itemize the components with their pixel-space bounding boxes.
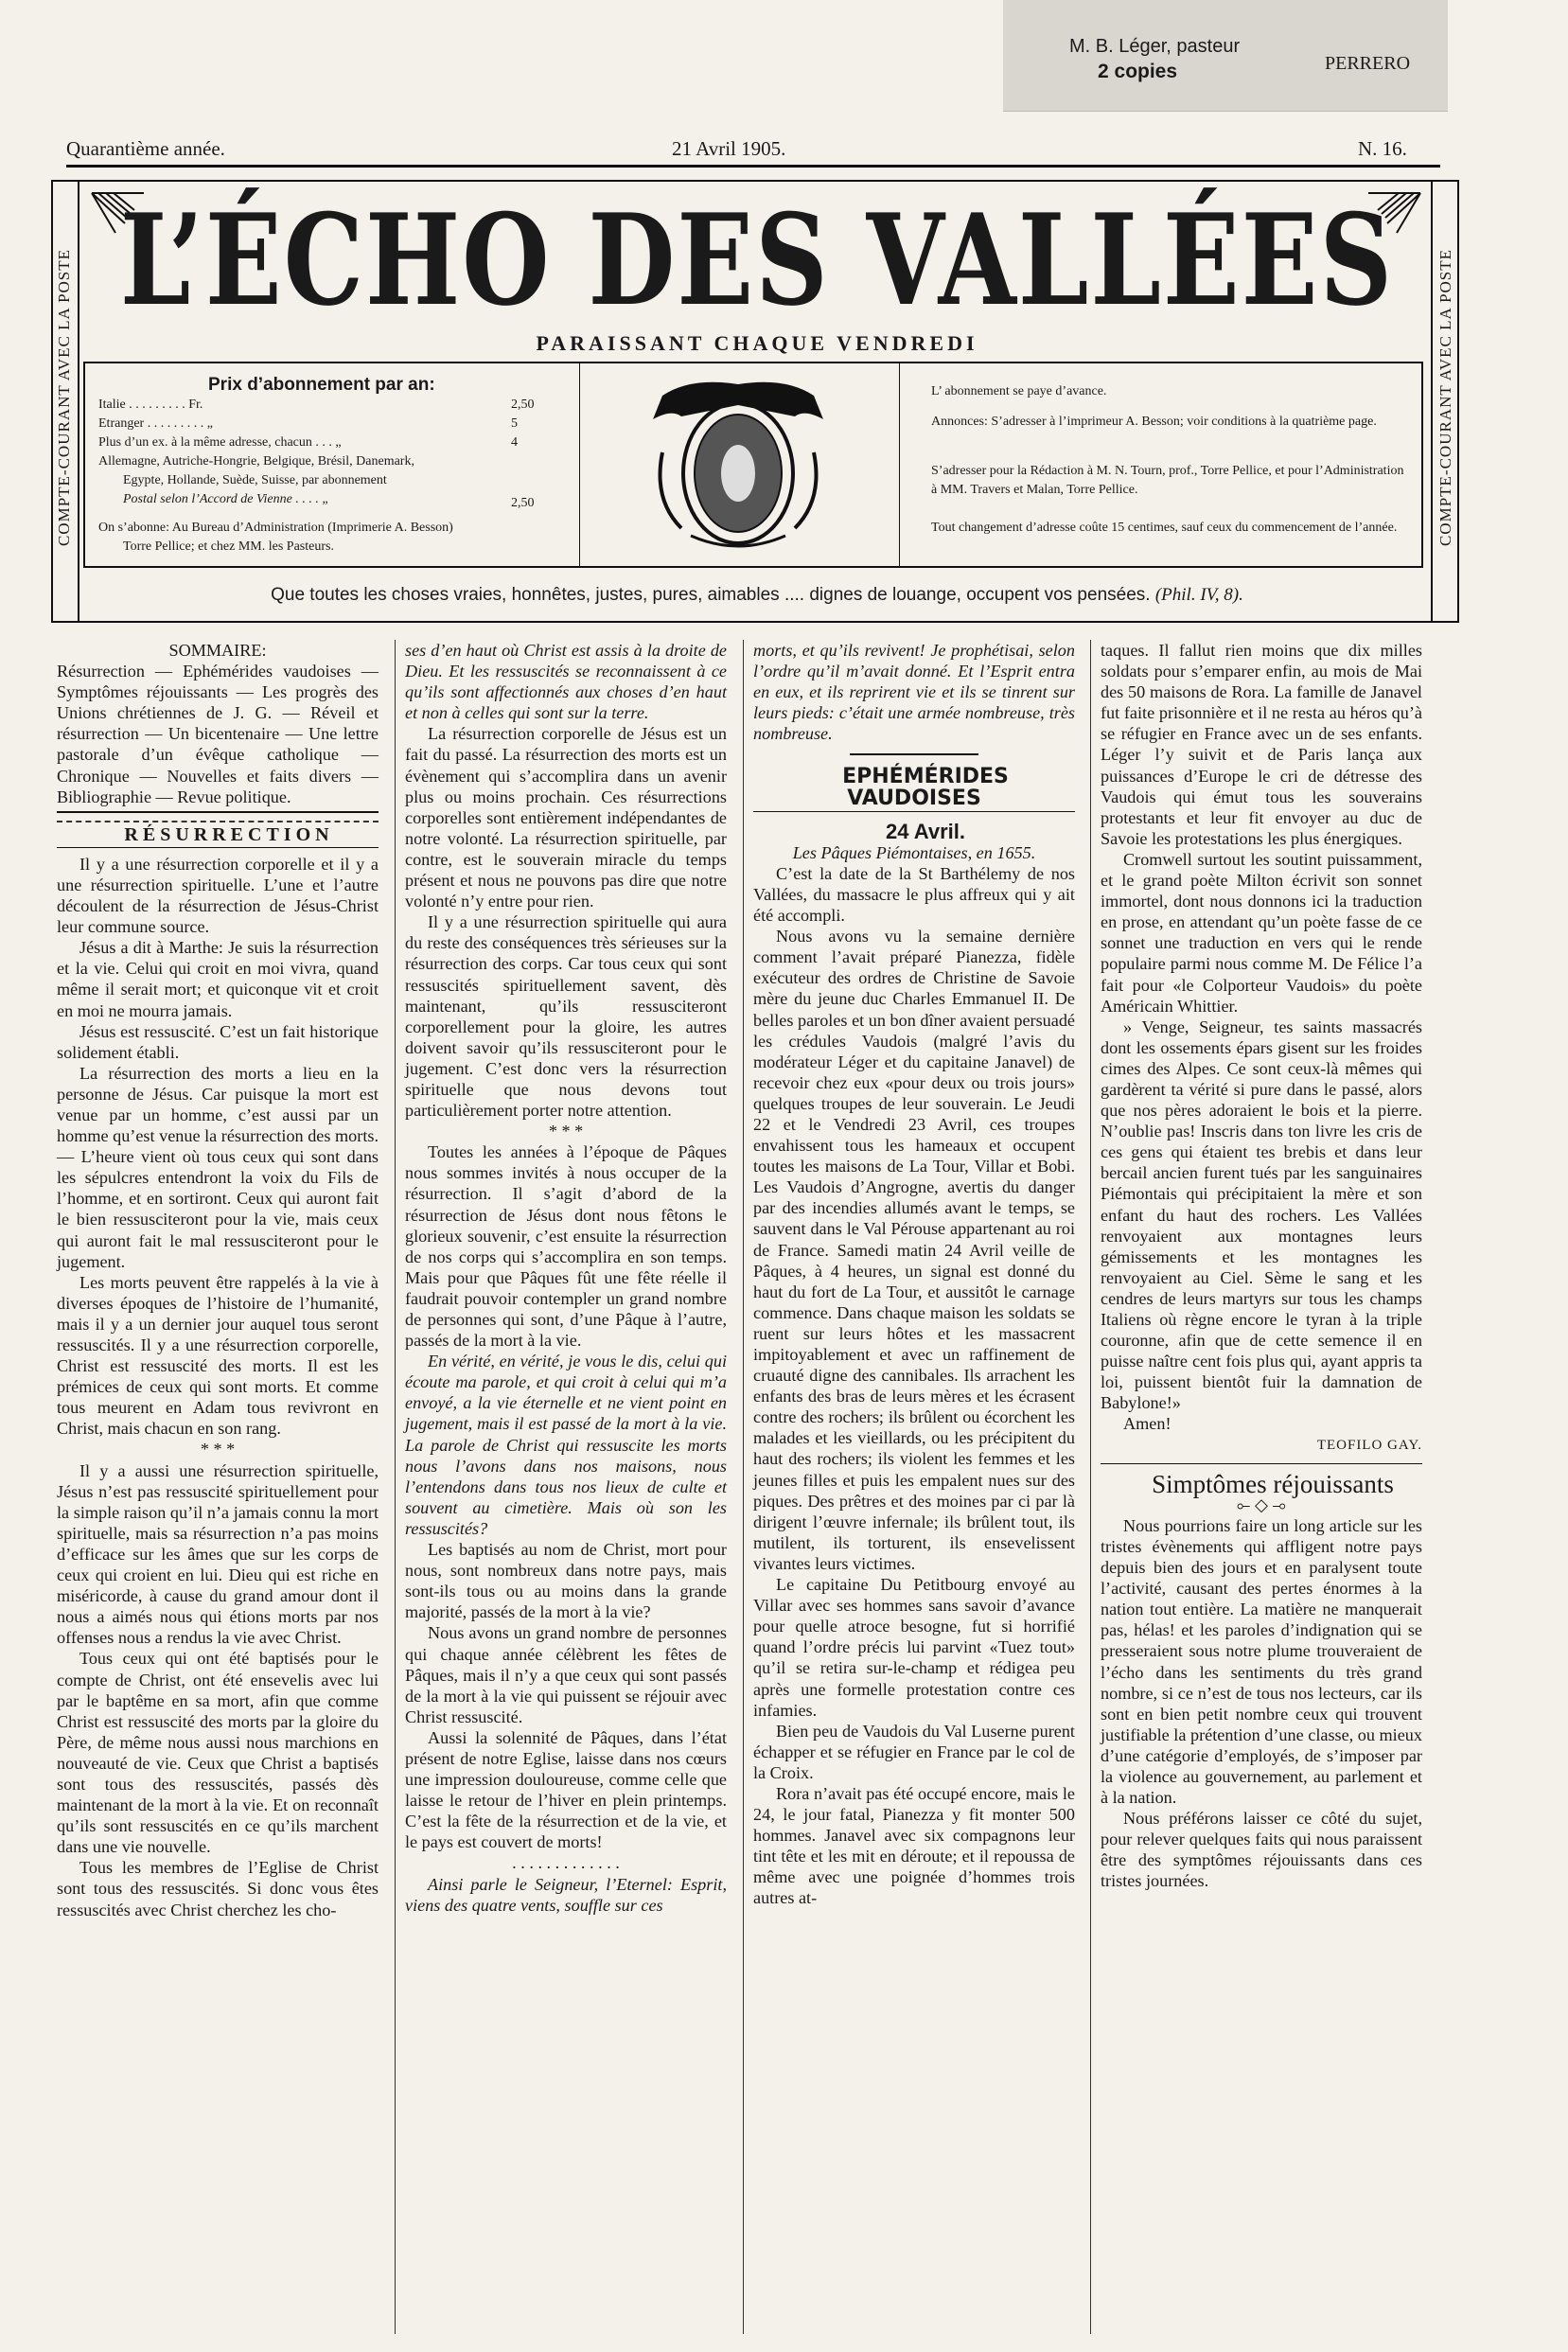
section-rule [1101, 1463, 1422, 1464]
dots-separator: . . . . . . . . . . . . . [512, 1853, 620, 1873]
article-heading: RÉSURRECTION [124, 823, 334, 845]
paragraph: Il y a une résurrection corporelle et il y a une résurrection spirituelle. L’une et l’autre découlent de la résurrection de Jésus-Christ leur commune source. [57, 854, 379, 937]
paragraph: Toutes les années à l’époque de Pâques nous sommes invités à nous occuper de la résurrection. Il s’agit d’abord de la résurrection de Jésus dont nous fêtons le glorieux souvenir, c’est ensuite la résurrection de nos corps qui s’accomplira en son temps. Mais pour que Pâques fût une fête réelle il faudrait pouvoir contempler un grand nombre de personnes qui sont, d’une Pâque à l’autre, passés de la mort à la vie. [405, 1142, 727, 1351]
paragraph: Tous ceux qui ont été baptisés pour le compte de Christ, ont été ensevelis avec lui par le baptême en sa mort, afin que comme Christ est ressuscité des morts par la gloire du Père, de même nous aussi nous marchions en nouveauté de vie. Ceux que Christ a baptisés sont tous des ressuscités, passés dès maintenant de la mort à la vie. Et on reconnaît qu’ils sont ressuscités en ce qu’ils marchent dans une vie nouvelle. [57, 1649, 379, 1857]
section-heading: Simptômes réjouissants [1152, 1469, 1394, 1498]
ephemeride-date: 24 Avril. [886, 819, 965, 843]
paragraph: Tous les membres de l’Eglise de Christ sont tous des ressuscités. Si donc vous êtes ressuscités avec Christ cherchez les cho- [57, 1858, 379, 1919]
price-label: Plus d’un ex. à la même adresse, chacun . . . „ [98, 435, 342, 450]
subscription-divider-left [579, 363, 580, 566]
paragraph: taques. Il fallut rien moins que dix milles soldats pour s’emparer enfin, au mois de Mai des 50 maisons de Rora. La famille de Janavel fut faite prisonnière et il ne resta au héros qu’à se réfugier en France avec un de ses enfants. Léger l’y suivit et de Paris lança aux puissances d’Europe le cri de détresse des Vaudois qui émut tous les souverains protestants et leur fit envoyer au duc de Savoie les protestations les plus énergiques. [1101, 641, 1422, 848]
column-rule [395, 640, 396, 2334]
signature: TEOFILO GAY. [1316, 1437, 1422, 1453]
right-note: S’adresser pour la Rédaction à M. N. Tourn, prof., Torre Pellice, et pour l’Administration à MM. Travers et Malan, Torre Pellice. [931, 464, 1404, 497]
motto-ref: (Phil. IV, 8). [1154, 585, 1243, 605]
prix-title: Prix d’abonnement par an: [208, 375, 435, 395]
paragraph: Il y a aussi une résurrection spirituelle, Jésus n’est pas ressuscité spirituellement pour la simple raison qu’il n’a jamais connu la mort spirituelle, mais sa résurrection n’a pas moins d’efficace sur les âmes que sur les corps de ceux qui croient en lui. Dieu qui est riche en miséricorde, à cause du grand amour dont il nous a aimés nous qui étions morts par nos offenses nous a rendus la vie avec Christ. [57, 1460, 379, 1648]
paragraph: Il y a une résurrection spirituelle qui aura du reste des conséquences très sérieuses sur la résurrection des corps. Car tous ceux qui sont ressuscités spirituellement savent, dès maintenant, qu’ils ressusciteront corporellement pour la gloire, les autres doivent savoir qu’ils ressusciteront pour le jugement. C’est donc vers la résurrection spirituelle que nous devons tout particulièrement porter notre attention. [405, 912, 727, 1121]
paragraph: Cromwell surtout les soutint puissamment, et le grand poète Milton écrivit son sonnet immortel, dont nous donnons ici la traduction en prose, en attendant qu’un poète fasse de ce sonnet une traduction en vers qui le rende populaire parmi nous comme M. De Félice l’a fait pour «le Colporteur Vaudois» du poète Américain Whittier. [1101, 849, 1422, 1016]
motto [85, 585, 1429, 606]
paragraph: Rora n’avait pas été occupé encore, mais le 24, le jour fatal, Pianezza y fit monter 500 hommes. Janavel avec six compagnons leur tint tête et les mit en déroute; et il repoussa de même avec une poignée d’hommes trois autres at- [753, 1783, 1075, 1908]
price-value: 2,50 [511, 496, 535, 510]
paragraph: Aussi la solennité de Pâques, dans l’état présent de notre Eglise, laisse dans nos cœurs une impression douloureuse, comme celle que laisse le retour de l’hiver en plein printemps. C’est la fête de la résurrection et de la vie, et le pays est couvert de morts! [405, 1727, 727, 1852]
column-rule [1090, 640, 1091, 2334]
subscribe-note: Torre Pellice; et chez MM. les Pasteurs. [123, 539, 334, 554]
newspaper-title: L’ÉCHO DES VALLÉES [119, 186, 1395, 334]
motto-text: Que toutes les choses vraies, honnêtes, justes, pures, aimables .... dignes de louange, occupent vos pensées. [271, 585, 1151, 605]
right-note: L’ abonnement se paye d’avance. [931, 384, 1107, 398]
paragraph: La résurrection des morts a lieu en la personne de Jésus. Car puisque la mort est venue par un homme, c’est aussi par un homme qu’est venue la résurrection des morts. — L’heure vient où tous ceux qui sont dans les sépulcres entendront la voix du Fils de l’homme, et en sortiront. Ceux qui auront fait le bien ressusciteront pour la vie, mais ceux qui auront fait le mal ressusciteront pour le jugement. [57, 1063, 379, 1271]
price-label: Egypte, Hollande, Suède, Suisse, par abonnement [123, 473, 387, 487]
heading-rule [753, 811, 1075, 812]
subscribe-note: On s’abonne: Au Bureau d’Administration (Imprimerie A. Besson) [98, 521, 453, 535]
header-rule [66, 165, 1440, 168]
paragraph: Nous pourrions faire un long article sur les tristes évènements qui affligent notre pays depuis bien des jours et en paralysent toute l’activité, causant des pertes énormes à la nation tout entière. La matière ne manquerait pas, hélas! et les paroles d’indignation qui se presseraient sous notre plume trouveraient de l’écho dans les sentiments du très grand nombre, si ce n’est de tous nos lecteurs, car ils sont en bien petit nombre ceux qui trouvent justifiable la prétention d’une classe, ou mieux d’une catégorie d’employés, de s’imposer par la violence au gouvernement, au parlement et à la nation. [1101, 1515, 1422, 1808]
paragraph: En vérité, en vérité, je vous le dis, celui qui écoute ma parole, et qui croit à celui qui m’a envoyé, a la vie éternelle et ne vient point en jugement, mais il est passé de la mort à la vie. La parole de Christ qui ressuscite les morts nous l’avons dans nos maisons, nous l’entendons dans tous nos lieux de culte et souvent au cimetière. Mais où son les ressuscités? [405, 1352, 727, 1538]
paragraph: Nous avons vu la semaine dernière comment l’avait préparé Pianezza, fidèle exécuteur des ordres de Christine de Savoie mère du jeune duc Charles Emmanuel II. De belles paroles et un bon dîner avaient persuadé les crédules Vaudois (malgré l’avis du modérateur Léger et du capitaine Janavel) de recevoir chez eux «pour deux ou trois jours» quelques troupes de leur souverain. Le Jeudi 22 et le Vendredi 23 Avril, ces troupes envahissent tous les hameaux et occupent toutes les maisons de La Tour, Villar et Bobi. Les Vaudois d’Angrogne, avertis du danger par des incendies allumés avant le temps, se sauvent dans le Val Pérouse appartenant au roi de France. Samedi matin 24 Avril veille de Pâques, à 4 heures, un signal est donné du haut du fort de La Tour, et aussitôt le carnage commence. Dans chaque maison les soldats se ruent sur leurs hôtes et les massacrent impitoyablement et avec un raffinement de cruauté digne des cannibales. Ils arrachent les enfants des bras de leurs mères et les écrasent contre des rochers; ils brûlent ou écorchent les malades et les vieillards, ou les précipitent du haut des rochers; ils violent les femmes et les jeunes filles et puis les empalent nues sur des piques. Des prêtres et des moines par ci par là dirigent l’œuvre infernale; ils brûlent tout, ils mutilent, ils torturent, ils ensevelissent vivantes leurs victimes. [753, 927, 1075, 1573]
coat-of-arms-emblem [634, 367, 842, 566]
right-note: Annonces: S’adresser à l’imprimeur A. Besson; voir conditions à la quatrième page. [931, 415, 1377, 429]
paragraph: Amen! [1123, 1414, 1172, 1434]
address-label [1003, 0, 1448, 112]
column-rule [743, 640, 744, 2334]
sommaire-title: SOMMAIRE: [168, 641, 267, 660]
price-label: Italie . . . . . . . . . Fr. [98, 398, 203, 412]
issue-date: 21 Avril 1905. [672, 137, 786, 160]
paragraph: Bien peu de Vaudois du Val Luserne purent échapper et se réfugier en France par le col de la Croix. [753, 1721, 1075, 1782]
price-label: Allemagne, Autriche-Hongrie, Belgique, Brésil, Danemark, [98, 454, 414, 469]
right-note: Tout changement d’adresse coûte 15 centimes, sauf ceux du commencement de l’année. [931, 521, 1398, 535]
section-heading: EPHÉMÉRIDES VAUDOISES [842, 765, 1009, 810]
paragraph: Ainsi parle le Seigneur, l’Eternel: Esprit, viens des quatre vents, souffle sur ces [405, 1874, 727, 1915]
label-place: PERRERO [1325, 53, 1411, 74]
stars-separator: * * * [200, 1440, 236, 1459]
price-label: Postal selon l’Accord de Vienne . . . . „ [123, 492, 330, 506]
paragraph: » Venge, Seigneur, tes saints massacrés dont les ossements épars gisent sur les froides cimes des Alpes. Ce sont ceux-là mêmes qui gardèrent ta vérité si pure dans le passé, alors que nos pères adoraient le bois et la pierre. N’oublie pas! Inscris dans ton livre les cris de ces gens qui étaient tes brebis et dans leur bercail ancien furent tués par les sanguinaires Piémontais qui précipitaient la mère et son enfant du haut des rochers. Les Vallées renvoyaient aux montagnes leurs gémissements et les montagnes les renvoyaient au Ciel. Sème le sang et les cendres de leurs martyrs sur tous les champs Italiens où règne encore le tyran à la triple couronne, afin que de cette semence il en puisse naître cent fois plus qui, ayant appris ta loi, puissent bientôt fuir la damnation de Babylone!» [1101, 1017, 1422, 1413]
stars-separator: * * * [548, 1122, 584, 1141]
newspaper-subtitle: PARAISSANT CHAQUE VENDREDI [536, 331, 978, 355]
paragraph: Nous avons un grand nombre de personnes qui chaque année célèbrent les fêtes de Pâques, mais il n’y a que ceux qui sont passés de la mort à la vie qui puissent se réjouir avec Christ ressuscité. [405, 1623, 727, 1726]
paragraph: morts, et qu’ils revivent! Je prophétisai, selon l’ordre qu’il m’avait donné. Et l’Esprit entra en eux, et ils reprirent vie et ils se tinrent sur leurs pieds: c’était une armée nombreuse, très nombreuse. [753, 641, 1075, 744]
section-rule [850, 753, 978, 755]
paragraph: C’est la date de la St Barthélemy de nos Vallées, du massacre le plus affreux qui y ait été accompli. [753, 863, 1075, 926]
price-value: 4 [511, 435, 518, 450]
column-2 [405, 640, 727, 1916]
paragraph: Les morts peuvent être rappelés à la vie à diverses époques de l’histoire de l’humanité, mais il y a un dernier jour auquel tous seront ressuscités. Il y a une résurrection corporelle, Christ est ressuscité des morts. Il est les prémices de ceux qui sont morts. Et comme tous meurent en Adam tous revivront en Christ, mais chacun en son rang. [57, 1272, 379, 1439]
side-text-right: COMPTE-COURANT AVEC LA POSTE [1436, 248, 1454, 547]
column-1 [57, 640, 379, 1920]
side-text-left: COMPTE-COURANT AVEC LA POSTE [55, 248, 73, 547]
label-name: M. B. Léger, pasteur [1069, 36, 1241, 57]
issue-year: Quarantième année. [66, 137, 225, 160]
paragraph: Le capitaine Du Petitbourg envoyé au Villar avec ses hommes sans savoir d’avance pour quelle atroce besogne, fut si horrifié quand l’ordre précis lui parvint «Tuez tout» qu’il se retira sur-le-champ et rédigea peu après une formelle protestation contre ces infamies. [753, 1575, 1075, 1720]
paragraph: ses d’en haut où Christ est assis à la droite de Dieu. Et les ressuscités se reconnaissent à ce qu’ils sont affectionnés aux choses d’en haut et non à celles qui sont sur la terre. [405, 641, 727, 723]
price-value: 5 [511, 416, 518, 431]
paragraph: La résurrection corporelle de Jésus est un fait du passé. La résurrection des morts est un évènement qui s’accomplira dans un avenir plus ou moins prochain. Ces résurrections corporelles sont entièrement indépendantes de notre volonté. La résurrection spirituelle, par contre, est le souverain miracle du temps présent et nous ne pouvons pas dire que notre volonté n’y entre pour rien. [405, 724, 727, 911]
price-value: 2,50 [511, 398, 535, 412]
heading-flourish: ⟜ ◇ ⊸ [1236, 1494, 1287, 1514]
price-label: Etranger . . . . . . . . . „ [98, 416, 213, 431]
paragraph: Les baptisés au nom de Christ, mort pour nous, sont nombreux dans notre pays, mais sont-ils tous ou au moins dans la grande majorité, passés de la mort à la vie? [405, 1540, 727, 1622]
sommaire-text: Résurrection — Ephémérides vaudoises — Symptômes réjouissants — Les progrès des Unions chrétiennes de J. G. — Réveil et résurrection — Un bicentenaire — Une lettre pastorale d’un évêque catholique — Chronique — Nouvelles et faits divers — Bibliographie — Revue politique. [57, 662, 379, 806]
paragraph: Jésus est ressuscité. C’est un fait historique solidement établi. [57, 1021, 379, 1062]
paragraph: Jésus a dit à Marthe: Je suis la résurrection et la vie. Celui qui croit en moi vivra, quand même il serait mort; et quiconque vit et croit en moi ne mourra jamais. [57, 938, 379, 1020]
paragraph: Nous préférons laisser ce côté du sujet, pour relever quelques faits qui nous paraissent être des symptômes réjouissants dans ces tristes journées. [1101, 1809, 1422, 1891]
subscription-divider-right [899, 363, 900, 566]
ornament-rule [57, 811, 379, 822]
issue-number: N. 16. [1358, 137, 1407, 160]
column-3 [753, 640, 1075, 1909]
heading-rule [57, 847, 379, 848]
label-copies: 2 copies [1098, 61, 1178, 82]
column-4 [1101, 640, 1422, 1892]
ephemeride-subhead: Les Pâques Piémontaises, en 1655. [792, 842, 1036, 862]
